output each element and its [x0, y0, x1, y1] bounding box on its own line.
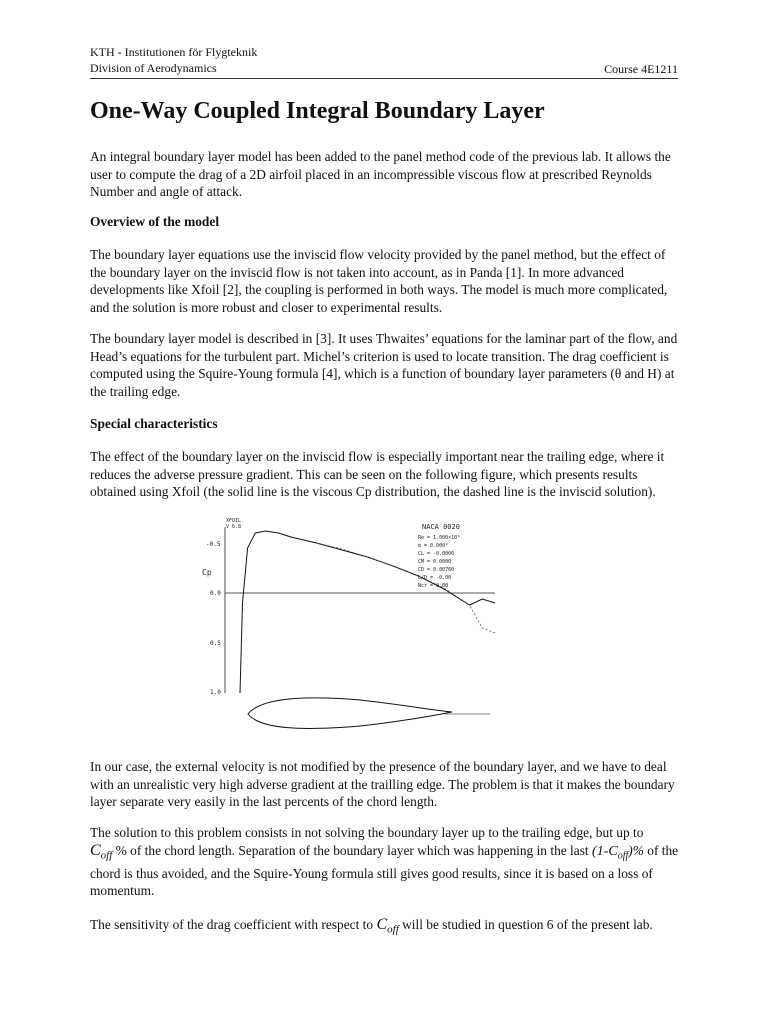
- xfoil-label: XFOIL: [226, 518, 242, 524]
- special-paragraph-4: The sensitivity of the drag coefficient with respect to $C_{off}$ will be studied in question 6 of the present lab.: [90, 916, 653, 936]
- y-tick: 0.5: [210, 640, 221, 647]
- airfoil-shape: [248, 698, 452, 728]
- special-paragraph-2: In our case, the external velocity is not modified by the presence of the boundary layer, and we have to deal with an unrealistic very high adverse gradient at the trailling edge. The problem is that it makes the boundary layer separate very easily in the last percents of the chord length.: [90, 759, 675, 809]
- param-cm: CM = 0.0000: [418, 559, 452, 565]
- param-ld: L/D = -0.00: [418, 575, 452, 581]
- page-title: One-Way Coupled Integral Boundary Layer: [90, 98, 545, 124]
- param-ncr: Ncr = 9.00: [418, 583, 449, 589]
- y-tick: 0.0: [210, 590, 221, 597]
- viscous-cp-line: [240, 531, 495, 693]
- y-tick: -0.5: [206, 541, 221, 548]
- header-left: [90, 44, 257, 76]
- y-axis-label: Cp: [202, 568, 212, 577]
- xfoil-version: V 6.8: [226, 524, 242, 530]
- division: Division of Aerodynamics: [90, 61, 217, 75]
- param-alpha: α = 0.000°: [418, 543, 449, 549]
- cp-distribution-figure: [190, 515, 510, 740]
- intro-paragraph: An integral boundary layer model has been added to the panel method code of the previous lab. It allows the user to compute the drag of a 2D airfoil placed in an incompressible viscous flow at prescribed Reynolds Number and angle of attack.: [90, 149, 671, 199]
- y-tick: 1.0: [210, 689, 221, 696]
- heading-overview: Overview of the model: [90, 214, 220, 229]
- header-rule: [90, 78, 678, 79]
- overview-paragraph-2: The boundary layer model is described in [3]. It uses Thwaites’ equations for the laminar part of the flow, and Head’s equations for the turbulent part. Michel’s criterion is used to locate transition. The drag coefficient is computed using the Squire-Young formula [4], which is a function of boundary layer parameters (θ and H) at the trailing edge.: [90, 331, 678, 399]
- heading-special: Special characteristics: [90, 416, 218, 431]
- y-ticks: [206, 541, 221, 696]
- airfoil-name: NACA 0020: [422, 523, 460, 531]
- course-code: Course 4E1211: [604, 62, 678, 76]
- param-cd: CD = 0.00760: [418, 567, 455, 573]
- special-paragraph-1: The effect of the boundary layer on the inviscid flow is especially important near the trailing edge, where it reduces the adverse pressure gradient. This can be seen on the following figure, which presents results obtained using Xfoil (the solid line is the viscous Cp distribution, the dashed line is the inviscid solution).: [90, 449, 665, 499]
- parameter-block: [418, 535, 460, 589]
- param-re: Re = 1.000×10⁶: [418, 535, 461, 541]
- institution: KTH - Institutionen för Flygteknik: [90, 45, 258, 59]
- param-cl: CL = -0.0000: [418, 551, 455, 557]
- special-paragraph-3: The solution to this problem consists in not solving the boundary layer up to the trailing edge, but up to $C_{off}$ % of the chord length. Separation of the boundary layer which was happening in the last $(1-C_{off})\%$ of the chord is thus avoided, and the Squire-Young formula still gives good results, since it is based on a loss of momentum.: [90, 825, 679, 899]
- overview-paragraph-1: The boundary layer equations use the inviscid flow velocity provided by the panel method, but the effect of the boundary layer on the inviscid flow is not taken into account, as in Panda [1]. In more advanced developments like Xfoil [2], the coupling is performed in both ways. The model is much more complicated, and the solution is more robust and closer to experimental results.: [90, 247, 668, 315]
- inviscid-cp-line: [317, 543, 496, 633]
